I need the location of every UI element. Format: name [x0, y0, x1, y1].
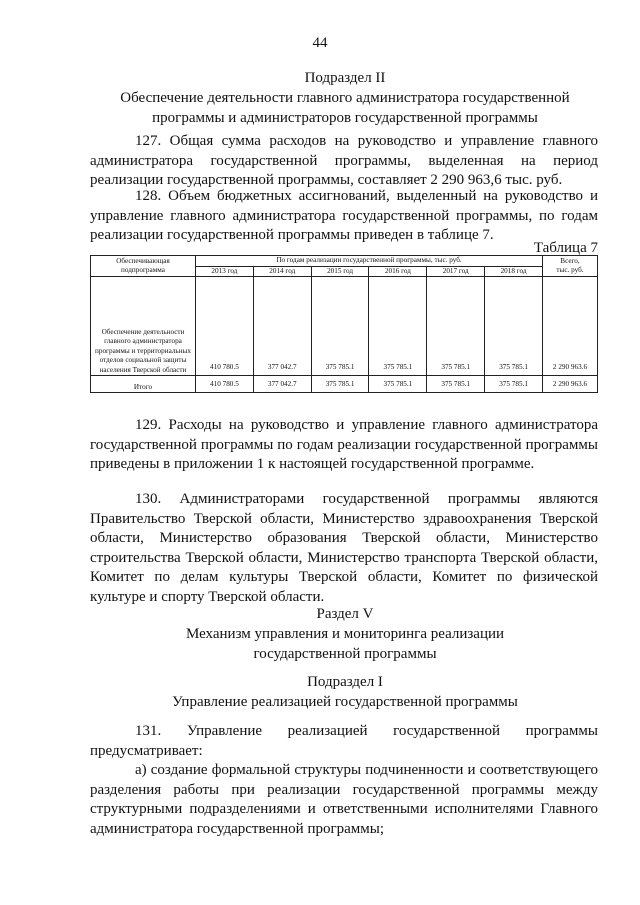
- table-row: [91, 277, 598, 376]
- year-header: 2013 год: [196, 266, 254, 277]
- budget-table: [90, 255, 598, 393]
- subsection-heading: [70, 68, 620, 128]
- paragraph-127: 127. Общая сумма расходов на руководство и управление главного администратора государственной программы, выделенная на период реализации государственной программы, составляет 2 290 963,6 тыс. руб.: [90, 133, 598, 188]
- row-name: Обеспечение деятельности главного администратора программы и территориальных отделов социальной защиты населения Тверской области: [91, 277, 196, 376]
- cell-value: 375 785.1: [369, 277, 427, 376]
- subsection-title: Управление реализацией государственной программы: [172, 694, 518, 710]
- cell-value: 375 785.1: [311, 277, 369, 376]
- row-name: Итого: [91, 376, 196, 393]
- table-row-total: [91, 376, 598, 393]
- year-header: 2015 год: [311, 266, 369, 277]
- paragraph-128: 128. Объем бюджетных ассигнований, выделенный на руководство и управление главного администратора государственной программы, по годам реализации государственной программы приведен в таблице 7.: [90, 188, 598, 243]
- cell-value: 2 290 963.6: [543, 376, 598, 393]
- subsection-heading-2: [70, 672, 620, 712]
- cell-value: 375 785.1: [369, 376, 427, 393]
- year-header: 2016 год: [369, 266, 427, 277]
- section-title-line2: государственной программы: [253, 646, 437, 662]
- years-header: По годам реализации государственной программы, тыс. руб.: [196, 256, 543, 267]
- subsection-number: Подраздел II: [304, 70, 386, 86]
- table-caption: Таблица 7: [533, 240, 598, 256]
- section-title-line1: Механизм управления и мониторинга реализации: [185, 626, 505, 642]
- cell-value: 377 042.7: [253, 277, 311, 376]
- cell-value: 377 042.7: [253, 376, 311, 393]
- cell-value: 375 785.1: [311, 376, 369, 393]
- subprogram-header: Обеспечивающая подпрограмма: [91, 256, 196, 277]
- paragraph-130: 130. Администраторами государственной программы являются Правительство Тверской области, Министерство здравоохранения Тверской области, Министерство образования Тверской области, Министерство строительства Тверской области, Министерство транспорта Тверской области, Комитет по делам культуры Тверской области, Комитет по физической культуре и спорту Тверской области.: [90, 491, 598, 605]
- cell-value: 375 785.1: [427, 376, 485, 393]
- paragraph-129: 129. Расходы на руководство и управление главного администратора государственной программы по годам реализации государственной программы приведены в приложении 1 к настоящей государственной программе.: [90, 417, 598, 472]
- paragraph-131a: а) создание формальной структуры подчиненности и соответствующего разделения работы при реализации государственной программы между структурными подразделениями и ответственными исполнителями Главного администратора государственной программы;: [90, 762, 598, 837]
- cell-value: 375 785.1: [427, 277, 485, 376]
- subsection-number: Подраздел I: [307, 674, 383, 690]
- cell-value: 375 785.1: [485, 376, 543, 393]
- cell-value: 2 290 963.6: [543, 277, 598, 376]
- year-header: 2017 год: [427, 266, 485, 277]
- cell-value: 410 780.5: [196, 277, 254, 376]
- cell-value: 410 780.5: [196, 376, 254, 393]
- subsection-title-line1: Обеспечение деятельности главного администратора государственной: [120, 90, 570, 106]
- year-header: 2018 год: [485, 266, 543, 277]
- year-header: 2014 год: [253, 266, 311, 277]
- cell-value: 375 785.1: [485, 277, 543, 376]
- section-number: Раздел V: [316, 606, 374, 622]
- total-header: Всего, тыс. руб.: [543, 256, 598, 277]
- subsection-title-line2: программы и администраторов государственной программы: [152, 110, 538, 126]
- page-number: 44: [312, 35, 328, 51]
- paragraph-131: 131. Управление реализацией государственной программы предусматривает:: [90, 723, 598, 759]
- section-heading: [70, 604, 620, 664]
